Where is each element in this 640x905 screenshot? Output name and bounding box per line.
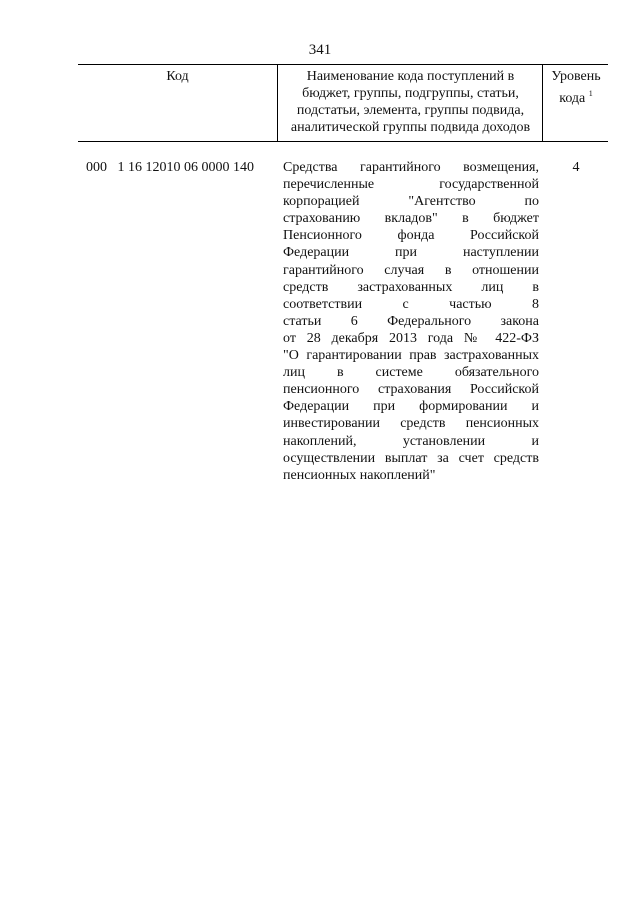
description-line: Федерации при наступлении: [283, 245, 539, 261]
page-number: 341: [308, 42, 332, 58]
description-line: Пенсионного фонда Российской: [283, 228, 539, 244]
description-line: корпорацией "Агентство по: [283, 194, 539, 210]
description-line: гарантийного случая в отношении: [283, 262, 539, 278]
description-line: от 28 декабря 2013 года № 422-ФЗ: [283, 330, 539, 346]
header-name-line: подстатьи, элемента, группы подвида,: [296, 103, 525, 118]
description-line: средств застрахованных лиц в: [283, 279, 539, 295]
header-name-line: бюджет, группы, подгруппы, статьи,: [302, 86, 519, 101]
description-line: статьи 6 Федерального закона: [283, 313, 539, 329]
row-level: 4: [572, 160, 580, 175]
description-line: Средства гарантийного возмещения,: [283, 160, 539, 175]
row-description: [283, 159, 539, 484]
row-code: 000 1 16 12010 06 0000 140: [86, 160, 254, 175]
description-line: соответствии с частью 8: [283, 296, 539, 312]
description-line: осуществлении выплат за счет средств: [283, 450, 539, 466]
description-line: "О гарантировании прав застрахованных: [283, 348, 539, 364]
description-line: инвестировании средств пенсионных: [283, 416, 539, 432]
description-line: Федерации при формировании и: [283, 399, 539, 415]
header-name-line: Наименование кода поступлений в: [306, 69, 515, 84]
header-code: Код: [78, 65, 278, 141]
description-line: страхованию вкладов" в бюджет: [283, 211, 539, 227]
description-line: пенсионных накоплений": [283, 467, 436, 483]
description-line: лиц в системе обязательного: [283, 365, 539, 381]
table-header: [78, 64, 608, 142]
footnote-marker: 1: [588, 89, 593, 98]
header-level-word: кода: [559, 91, 586, 106]
description-line: пенсионного страхования Российской: [283, 382, 539, 398]
header-name-line: аналитической группы подвида доходов: [290, 120, 531, 135]
header-level-line2: [544, 85, 608, 107]
description-line: накоплений, установлении и: [283, 433, 539, 449]
header-level: [544, 65, 608, 141]
header-level-line1: Уровень: [551, 69, 601, 84]
header-name: [279, 65, 543, 141]
description-line: перечисленные государственной: [283, 177, 539, 193]
